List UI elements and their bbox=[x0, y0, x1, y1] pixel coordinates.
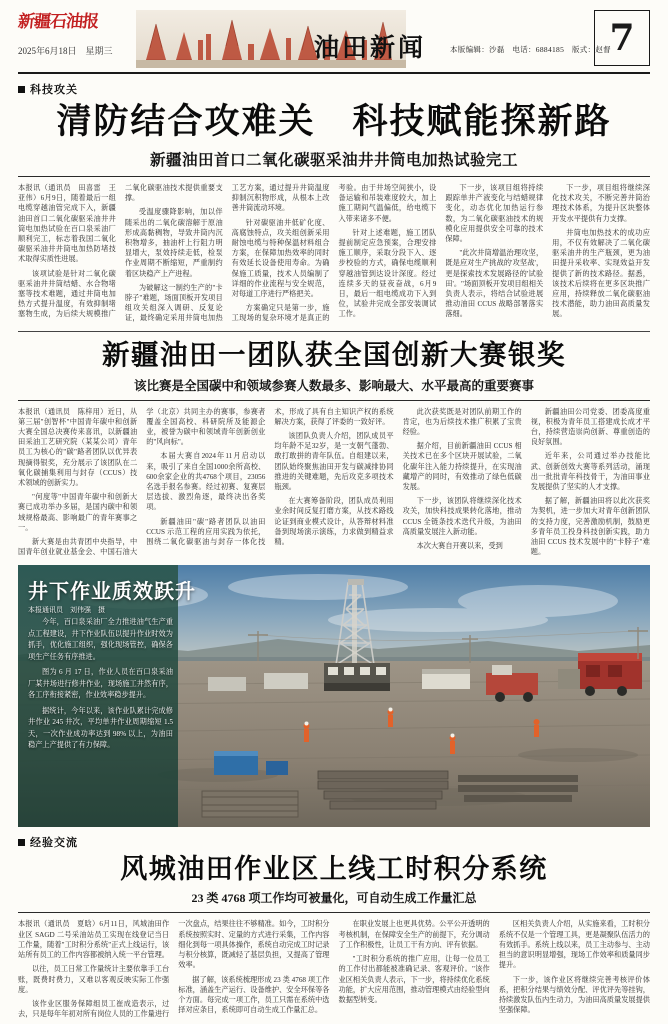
article2-p10: 下一步，该团队将继续深化技术攻关，加快科技成果转化落地，推动 CCUS 全链条技术迭代升级，为油田高质量发展注入新动能。 bbox=[402, 497, 522, 536]
article3-p5: 在职业发展上也更具优势。公平公开透明的考核机制，在保障安全生产的前提下，充分调动了工作积极性，让员工干有方向、评有依据。 bbox=[338, 920, 490, 949]
section-label-text: 科技攻关 bbox=[30, 84, 78, 96]
article1-p5: 针对碳驱油井低矿化度、高腐蚀特点，攻关组创新采用耐蚀电缆与特种保温材料组合方案，在保障加热效率的同时有效延长设备使用寿命。为确保施工质量，技术人员编制了详细的作业流程与安全规范，对每道工序进行严格把关。 bbox=[231, 218, 330, 299]
masthead bbox=[18, 10, 650, 74]
divider-article3 bbox=[18, 912, 650, 913]
article2-p7: 在大赛筹备阶段，团队成员利用业余时间反复打磨方案，从技术路线论证到商业模式设计，从答辩材料准备到现场演示演练，力求做到精益求精。 bbox=[274, 497, 394, 547]
article2-p13: 近年来，公司通过举办技能比武、创新创效大赛等系列活动，涌现出一批批青年科技骨干，为油田事业发展提供了坚实的人才支撑。 bbox=[530, 452, 650, 492]
article3-subhead: 23 类 4768 项工作均可被量化，可自动生成工作量汇总 bbox=[191, 891, 477, 906]
article1-p10: 下一步，项目组将继续深化技术攻关，不断完善井筒治理技术体系，为提升区块整体开发水平提供有力支撑。 bbox=[552, 184, 650, 223]
newspaper-name: 新疆石油报 bbox=[16, 12, 100, 32]
article3-p4: 据了解，该系统梳理形成 23 类 4768 项工作标准，涵盖生产运行、设备维护、安全环保等各个方面。每完成一项工作，员工只需在系统中选择对应条目，系统即可自动生成工作量汇总。 bbox=[178, 975, 330, 1015]
publication-date: 2025年6月18日 星期三 bbox=[18, 46, 113, 56]
article1-header bbox=[18, 101, 650, 170]
section-label-technology bbox=[18, 81, 650, 97]
divider-section1-2 bbox=[18, 331, 650, 332]
article3-header bbox=[18, 853, 650, 906]
article2-p2: "何度等"中国青年碳中和创新大赛已成功举办多届，是国内碳中和领域规格最高、影响最广的青年赛事之一。 bbox=[18, 493, 138, 532]
divider-article2 bbox=[18, 400, 650, 401]
divider-article1 bbox=[18, 176, 650, 177]
article3-p8: 下一步，该作业区将继续完善考核评价体系，把积分结果与绩效分配、评优评先等挂钩，持续激发队伍内生动力，为油田高质量发展提供坚强保障。 bbox=[498, 975, 650, 1015]
article2-p3: 新大赛是由共青团中央指导，中国青年创业就业基金会、中国石油大学（北京）共同主办的赛事，参赛者覆盖全国高校、科研院所及能源企业，被誉为碳中和领域青年创新创业的"风向标"。 bbox=[18, 407, 266, 557]
article2-p8: 此次获奖既是对团队前期工作的肯定，也为后续技术推广积累了宝贵经验。 bbox=[402, 407, 522, 437]
article1-p6: 方案确定只是第一步，施工现场的复杂环境才是真正的考验。由于井场空间狭小，设备运输和吊装难度较大，加上施工期间气温偏低，给电缆下入带来诸多不便。 bbox=[231, 184, 437, 323]
photo-caption-p1: 今年，百口泉采油厂全力推进油气生产重点工程建设，井下作业队伍以提升作业时效为抓手，优化施工组织，强化现场管控，确保各项生产任务有序推进。 bbox=[28, 618, 173, 661]
article1-p4: 为破解这一制约生产的"卡脖子"难题，场面顶板开发项目组攻关组深入调研、反复论证，最终确定采用井筒电加热工艺方案，通过提升井筒温度抑制沉积物形成，从根本上改善井筒流动环境。 bbox=[124, 184, 330, 323]
article1-p11: 井筒电加热技术的成功应用，不仅有效解决了二氧化碳驱采油井的生产瓶颈，更为油田提升采收率、实现效益开发提供了新的技术路径。据悉，该技术后续将在更多区块推广应用，持续释放二氧化碳驱油技术潜能，助力油田高质量发展。 bbox=[552, 228, 650, 319]
article1-p7: 针对上述难题，施工团队提前制定应急预案，合理安排施工顺序，采取分段下入、逐步校验的方式，确保电缆顺利穿越油管到达设计深度。经过连续多天的昼夜奋战，6月9日，最后一组电缆成功下入到位，试验井完成全部安装调试工作。 bbox=[338, 228, 437, 319]
bullet-square-icon bbox=[18, 86, 25, 93]
article1-p9: "此次井筒增温治理攻坚，既是应对生产挑战的'攻坚战'，更是探索技术发展路径的'试验田'。"场面顶板开发项目组相关负责人表示，将结合试验进展推动油田 CCUS 战略部署落实落细。 bbox=[445, 249, 544, 319]
photo-story-caption bbox=[28, 617, 173, 756]
article3-p1: 本报讯（通讯员 夏晗）6月11日，风城油田作业区 SAGD 二号采油站员工实现在线登记当日工作量，随着"工时积分系统"正式上线运行，该站所有员工的工作内容都被纳入统一平台管理。 bbox=[18, 920, 170, 960]
masthead-editor-info: 本版编辑：沙磊 电话：6884185 版式：赵督 bbox=[450, 45, 611, 54]
article2-p1: 本报讯（通讯员 陈梓用）近日，从第三届"创智杯"中国青年碳中和创新大赛全国总决赛传来喜讯，以新疆油田采油工艺研究院（某某公司）青年员工为核心的"碳"路者团队以优异表现摘得银奖，充分展示了该团队在二氧化碳捕集利用与封存（CCUS）技术领域的创新实力。 bbox=[18, 407, 138, 488]
article2-header bbox=[18, 338, 650, 394]
section-label-experience bbox=[18, 834, 650, 850]
article2-headline: 新疆油田一团队获全国创新大赛银奖 bbox=[102, 338, 566, 371]
page-title: 油田新闻 bbox=[314, 33, 427, 62]
article1-p3: 受温度骤降影响，加以伴随采出的二氧化碳溶解于原油形成高黏稠物，导致井筒内沉积物增多，抽油杆上行阻力明显增大，泵效持续走低，检泵作业周期不断缩短，严重制约着区块稳产上产进程。 bbox=[124, 208, 223, 278]
article2-p9: 据介绍，目前新疆油田 CCUS 相关技术已在多个区块开展试验，二氧化碳年注入能力持续提升，在实现油藏增产的同时，有效推动了绿色低碳发展。 bbox=[402, 442, 522, 492]
article1-body bbox=[18, 183, 650, 324]
article2-p6: 该团队负责人介绍，团队成员平均年龄不足32岁，是一支朝气蓬勃、敢打敢拼的青年队伍。自组建以来，团队始终聚焦油田开发与碳减排协同推进的关键难题，先后攻克多项技术瓶颈。 bbox=[274, 432, 394, 492]
article3-p7: 区相关负责人介绍，从实施来看，工时积分系统不仅是一个管理工具，更是凝聚队伍活力的有效抓手。系统上线以来，员工主动参与、主动担当的意识明显增强，现场工作效率和质量同步提升。 bbox=[498, 920, 650, 970]
photo-story-title: 井下作业质效跃升 bbox=[28, 579, 196, 604]
article2-p4: 本届大赛自2024年11月启动以来，吸引了来自全国1000余所高校、600余家企业的共4768个项目，23056名选手报名参赛。经过初赛、复赛层层选拔、激烈角逐，最终决出各奖项。 bbox=[146, 452, 266, 512]
article1-headline: 清防结合攻难关 科技赋能探新路 bbox=[56, 101, 612, 142]
photo-caption-p3: 据统计，今年以来，该作业队累计完成修井作业 245 井次，平均单井作业周期缩短 1.5 天，一次作业成功率达到 98% 以上，为油田稳产上产提供了有力保障。 bbox=[28, 706, 173, 750]
bullet-square-icon-2 bbox=[18, 839, 25, 846]
article2-body bbox=[18, 407, 650, 558]
article1-p2: 该项试验是针对二氧化碳驱采油井井筒结蜡、水合物堵塞等技术难题，通过井筒电加热方式提升温度，有效抑制堵塞物生成，为后续大规模推广二氧化碳驱油技术提供重要支撑。 bbox=[18, 184, 223, 319]
masthead-logo bbox=[18, 12, 138, 57]
article1-p8: 下一步，该项目组将持续跟踪单井产液变化与结蜡规律变化，动态优化加热运行参数，为二氧化碳驱油技术的规模化应用提供安全可靠的技术保障。 bbox=[445, 184, 544, 244]
photo-story bbox=[18, 565, 650, 827]
article1-subhead: 新疆油田首口二氧化碳驱采油井井筒电加热试验完工 bbox=[149, 152, 518, 169]
photo-caption-p2: 图为 6 月 17 日，作业人员在百口泉采油厂某井场进行修井作业，现场施工井然有序，各工序衔接紧密，作业效率稳步提升。 bbox=[28, 668, 173, 700]
article3-body bbox=[18, 919, 650, 1019]
article2-p12: 新疆油田公司党委、团委高度重视，积极为青年员工搭建成长成才平台，持续营造崇尚创新、尊重创造的良好氛围。 bbox=[530, 407, 650, 447]
article3-p6: "工时积分系统的推广应用，让每一位员工的工作付出都能被准确记录、客观评价。"该作业区相关负责人表示，下一步，将持续优化系统功能，扩大应用范围，推动管理模式由经验型向数据型转变。 bbox=[338, 955, 490, 1004]
section-label-text-2: 经验交流 bbox=[30, 837, 78, 850]
article2-p11: 本次大赛自开赛以来，受到 bbox=[416, 542, 503, 551]
article2-p14: 据了解，新疆油田将以此次获奖为契机，进一步加大对青年创新团队的支持力度，完善激励机制，鼓励更多青年员工投身科技创新实践，助力油田 CCUS 技术发展中的"卡脖子"难题。 bbox=[530, 497, 650, 557]
article2-p5: 新疆油田"碳"路者团队以油田 CCUS 示范工程的应用实践为依托，围绕二氧化碳驱油与封存一体化技术，形成了具有自主知识产权的系统解决方案，获得了评委的一致好评。 bbox=[146, 407, 394, 547]
article2-subhead: 该比赛是全国碳中和领域参赛人数最多、影响最大、水平最高的重要赛事 bbox=[133, 378, 534, 393]
page-number: 7 bbox=[594, 10, 650, 66]
article3-p2: 以往，员工日常工作量统计主要依靠手工台账，既费时费力，又难以客观反映实际工作强度。 bbox=[18, 965, 170, 994]
article1-p1: 本报讯（通讯员 田喜雷 王亚伟）6月9日，随着最后一组电缆穿越油管完成下入，新疆油田首口二氧化碳驱采油井井筒电加热试验在百口泉采油厂顺利完工，标志着我国二氧化碳驱采油井井筒电加热防堵技术取得实质性进展。 bbox=[18, 184, 116, 264]
photo-story-byline: 本报通讯员 刘伟强 摄 bbox=[28, 606, 105, 615]
article3-headline: 风城油田作业区上线工时积分系统 bbox=[120, 854, 548, 886]
article3-p3: 该作业区服务保障组员工崔成造表示，过去，只是每年年初对所有岗位人员的工作量进行一次盘点，结果往往不够精准。如今，工时积分系统按照实时、定量的方式进行采集，工作内容细化到每一项具体操作，系统自动完成工时记录与积分核算，既减轻了基层负担，又提高了管理效率。 bbox=[18, 920, 330, 1019]
